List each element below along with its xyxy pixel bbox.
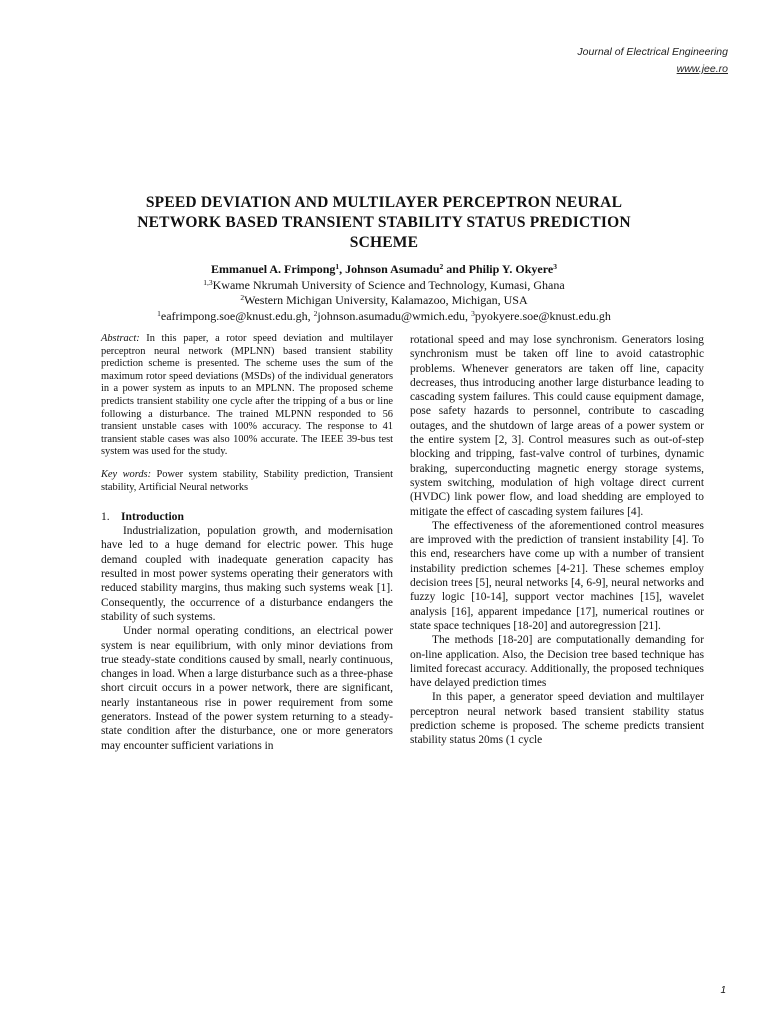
keywords — [101, 469, 393, 494]
body-paragraph: rotational speed and may lose synchronism. Generators losing synchronism must be taken off line to avoid catastrophic problems. Whenever generators are taken off line, capacity decreases, thus introducing another large disturbance leading to cascading system failures. This could cause equipment damage, pose safety hazards to personnel, contribute to cascading outages, and the shutdown of large areas of a power system or the entire system [2, 3]. Control measures such as out-of-step blocking and tripping, fast-valve control of turbines, dynamic braking, superconducting magnetic energy storage systems, system switching, modulation of high voltage direct current (HVDC) link power flow, and load shedding are employed to mitigate the effect of cascading system failures [4]. — [410, 334, 704, 518]
email-link[interactable]: eafrimpong.soe@knust.edu.gh, — [160, 308, 314, 323]
section-number: 1. — [101, 510, 110, 524]
email-link[interactable]: pyokyere.soe@knust.edu.gh — [474, 308, 611, 323]
right-column — [410, 333, 704, 748]
keywords-text: Power system stability, Stability prediction, Transient stability, Artificial Neural networks — [101, 468, 393, 493]
section-title: Introduction — [121, 510, 184, 524]
page-number: 1 — [720, 985, 726, 996]
journal-name: Journal of Electrical Engineering — [577, 46, 728, 58]
author-name: and Philip Y. Okyere — [443, 262, 554, 276]
author-sup: 1 — [335, 262, 340, 271]
author-sup: 2 — [439, 262, 444, 271]
journal-url-link[interactable]: www.jee.ro — [676, 63, 728, 75]
author-name: , Johnson Asumadu — [339, 262, 440, 276]
left-column — [101, 333, 393, 753]
affiliation-sup: 1,3 — [203, 277, 213, 287]
author-sup: 3 — [553, 262, 557, 271]
affiliation-sup: 2 — [240, 293, 245, 302]
author-names — [100, 262, 668, 278]
title-line: SCHEME — [349, 234, 419, 251]
body-paragraph: Industrialization, population growth, and modernisation have led to a huge demand for electric power. This huge demand coupled with inadequate generation capacity has resulted in most power systems operating their generators with reduced stability margins, thus making such systems weak [1]. Consequently, the occurrence of a disturbance endangers the stability of such systems. — [101, 525, 393, 623]
email-sup: 3 — [471, 308, 475, 318]
abstract-label: Abstract: — [101, 333, 140, 344]
title-line: SPEED DEVIATION AND MULTILAYER PERCEPTRON NEURAL — [145, 194, 623, 211]
affiliation — [100, 278, 668, 294]
abstract-text: In this paper, a rotor speed deviation and multilayer perceptron neural network (MPLNN) based transient stability prediction scheme is presented. The scheme uses the sum of the maximum rotor speed deviations (MSDs) of the individual generators in a power system as inputs to an MPLNN. The proposed scheme predicts transient stability one cycle after the tripping of a bus or line following a disturbance. The trained MLPNN responded to 56 transient unstable cases with 100% accuracy. The response to 41 transient stable cases was also 100% accurate. The IEEE 39-bus test system was used for the study. — [101, 333, 393, 458]
body-paragraph: The effectiveness of the aforementioned control measures are improved with the prediction of transient instability [4]. To this end, researchers have come up with a number of transient instability prediction schemes [4-21]. These schemes employ decision trees [5], neural networks [4, 6-9], neural networks and fuzzy logic [10-14], support vector machines [15], wavelet analysis [16], apparent impedance [17], numerical routines or state space techniques [18-20] and autoregression [21]. — [410, 519, 704, 632]
affiliation-text: Kwame Nkrumah University of Science and Technology, Kumasi, Ghana — [212, 277, 565, 292]
affiliation-text: Western Michigan University, Kalamazoo, Michigan, USA — [244, 293, 528, 307]
author-block — [100, 262, 668, 324]
body-paragraph: In this paper, a generator speed deviation and multilayer perceptron neural network based transient stability status prediction scheme is proposed. The scheme predicts transient stability status 20ms (1 cycle — [410, 691, 704, 747]
email-sup: 1 — [157, 308, 161, 318]
body-paragraph: The methods [18-20] are computationally demanding for on-line application. Also, the Decision tree based technique has limited forecast accuracy. Additionally, the proposed techniques have delayed prediction times — [410, 634, 704, 690]
affiliation — [100, 293, 668, 309]
keywords-label: Key words: — [101, 468, 152, 480]
body-paragraph: Under normal operating conditions, an electrical power system is near equilibrium, with only minor deviations from true steady-state conditions caused by small, nearly continuous, changes in load. When a large disturbance such as a three-phase short circuit occurs in a power network, there are significant, nearly instantaneous rise in power requirement from some generators. Instead of the power system returning to a steady-state condition after the disturbance, one or more generators may encounter sufficient variations in — [101, 625, 393, 752]
paper-title — [120, 193, 648, 253]
journal-header — [577, 44, 728, 78]
title-line: NETWORK BASED TRANSIENT STABILITY STATUS PREDICTION — [137, 214, 631, 231]
email-link[interactable]: johnson.asumadu@wmich.edu, — [317, 308, 472, 323]
author-emails — [100, 309, 668, 325]
email-sup: 2 — [313, 308, 318, 318]
section-heading — [101, 510, 393, 524]
abstract — [101, 333, 393, 459]
author-name: Emmanuel A. Frimpong — [211, 262, 336, 276]
